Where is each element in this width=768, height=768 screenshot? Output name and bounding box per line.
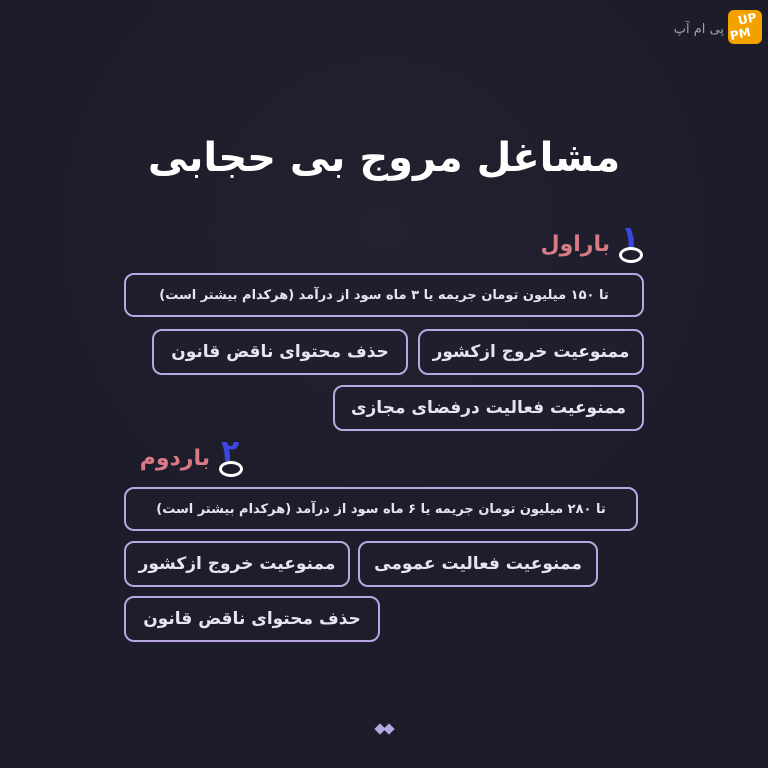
- ring-icon: [619, 247, 643, 263]
- section-label: باردوم: [139, 445, 210, 471]
- page-title: مشاغل مروج بی حجابی: [147, 135, 621, 181]
- penalty-pill: تا ۲۸۰ میلیون تومان جریمه یا ۶ ماه سود از درآمد (هرکدام بیشتر است): [124, 487, 638, 531]
- section-number: ۱: [620, 220, 640, 255]
- brand-badge-top: UP: [737, 10, 759, 28]
- brand-logo: [673, 4, 762, 50]
- pagination-icon: [374, 723, 394, 735]
- pager-diamond: [383, 723, 394, 734]
- number-marker-icon: [618, 220, 642, 265]
- brand-text: پی ام آپ: [673, 21, 724, 37]
- penalty-pill: ممنوعیت خروج ازکشور: [124, 541, 350, 587]
- number-marker-icon: [218, 434, 242, 479]
- ring-icon: [219, 461, 243, 477]
- section-label: باراول: [540, 231, 610, 257]
- penalty-pill: ممنوعیت فعالیت درفضای مجازی: [333, 385, 644, 431]
- section-header-second: [140, 436, 242, 480]
- brand-badge-bottom: PM: [728, 24, 752, 44]
- section-header-first: [541, 222, 643, 266]
- brand-badge-icon: [728, 10, 762, 44]
- penalty-pill: حذف محتوای ناقض قانون: [124, 596, 380, 642]
- penalty-pill: ممنوعیت فعالیت عمومی: [358, 541, 598, 587]
- section-number: ۲: [220, 434, 240, 469]
- penalty-pill: تا ۱۵۰ میلیون تومان جریمه یا ۳ ماه سود از درآمد (هرکدام بیشتر است): [124, 273, 644, 317]
- penalty-pill: حذف محتوای ناقض قانون: [152, 329, 408, 375]
- penalty-pill: ممنوعیت خروج ازکشور: [418, 329, 644, 375]
